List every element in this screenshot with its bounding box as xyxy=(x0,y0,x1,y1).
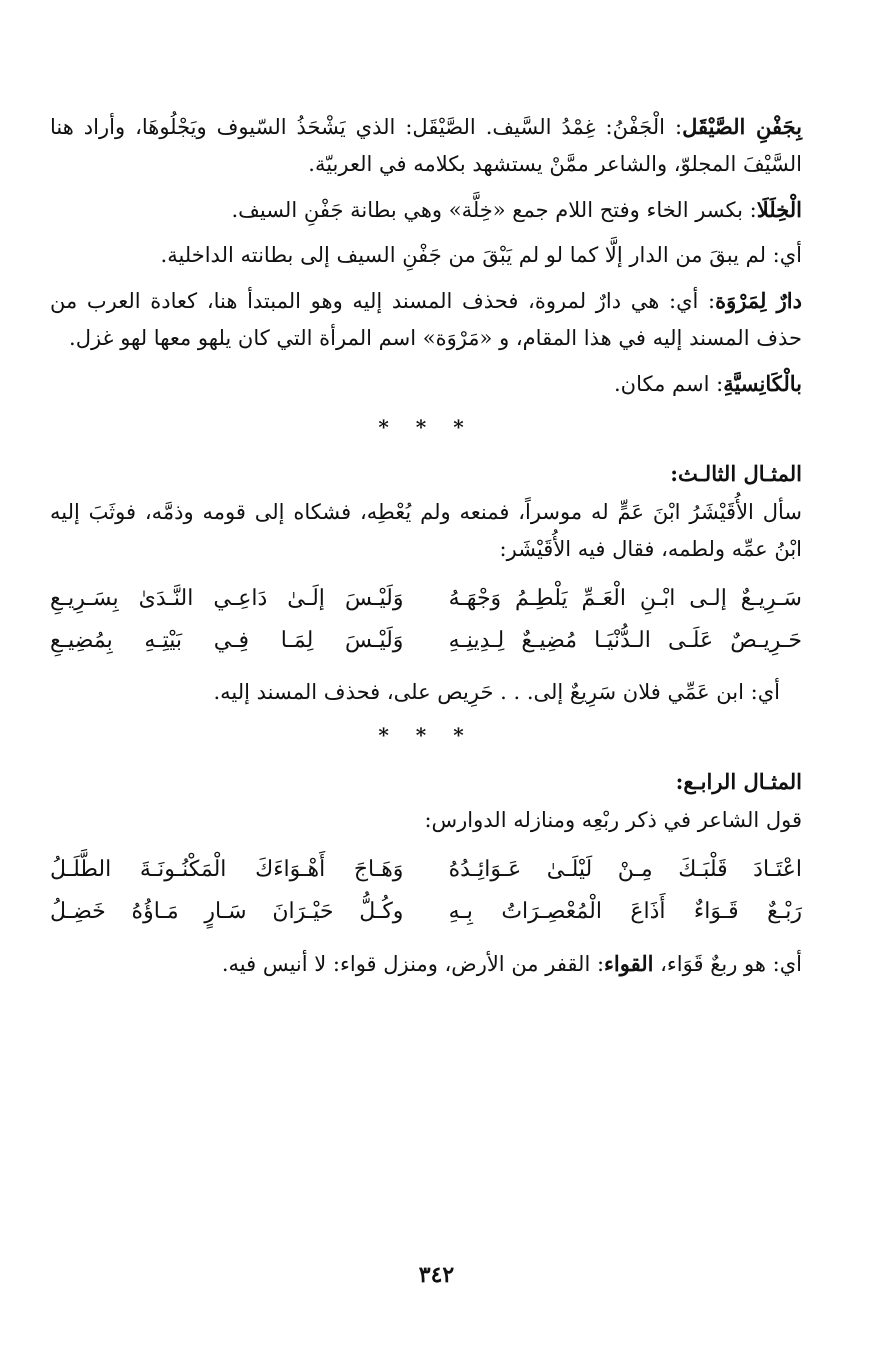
example-4-heading: المثـال الرابـع: xyxy=(675,769,802,794)
gloss-jafn xyxy=(50,108,802,183)
gloss-text: : اسم مكان. xyxy=(614,372,724,396)
verse-first-hemistich: سَـرِيـعٌ إلـى ابْـنِ الْعَـمِّ يَلْطِـمُ وَجْهَـهُ xyxy=(448,586,802,611)
example-4-note xyxy=(50,945,802,983)
verse-first-hemistich: حَـرِيـصٌ عَلَـى الـدُّنْيَـا مُضِيـعٌ لِـدِينِـهِ xyxy=(448,628,802,653)
example-3-poem xyxy=(50,578,802,662)
gloss-term: القواء xyxy=(604,951,654,976)
verse-second-hemistich: وكُـلُّ حَيْـرَانَ سَـارٍ مَـاؤُهُ خَضِـلُ xyxy=(50,899,404,924)
example-3-heading: المثـال الثالـث: xyxy=(670,461,802,486)
gloss-text: : بكسر الخاء وفتح اللام جمع «خِلَّة» وهي بطانة جَفْنِ السيف. xyxy=(231,198,757,222)
note-text: : القفر من الأرض، ومنزل قواء: لا أنيس فيه. xyxy=(221,952,605,976)
example-4-intro: قول الشاعر في ذكر ربْعِه ومنازله الدوارس: xyxy=(424,808,802,832)
verse-line xyxy=(50,578,802,620)
section-separator: * * * xyxy=(378,723,474,747)
verse-line xyxy=(50,891,802,933)
gloss-text: : الْجَفْنُ: غِمْدُ السَّيف. الصَّيْقَل: الذي يَشْحَذُ السّيوف ويَجْلُوهَا، وأراد هنا السَّيْفَ المجلوّ، والشاعر ممَّنْ يستشهد بكلامه في العربيّة. xyxy=(50,115,802,176)
page-number: ٣٤٢ xyxy=(418,1262,455,1288)
gloss-marwa xyxy=(50,282,802,357)
gloss-term: بالْكَانِسيَّةِ xyxy=(723,371,802,396)
gloss-khilal xyxy=(50,191,802,229)
gloss-term: بِجَفْنِ الصَّيْقَل xyxy=(682,114,802,139)
gloss-term: الْخِلَلَا xyxy=(756,197,802,222)
example-3-note: أي: ابن عَمِّي فلان سَرِيعٌ إلى. . . حَرِيص على، فحذف المسند إليه. xyxy=(213,680,780,704)
example-3-intro: سأل الأُقَيْشَرُ ابْنَ عَمٍّ له موسراً، فمنعه ولم يُعْطِه، فشكاه إلى قومه وذمَّه، فوثَبَ إليه ابْنُ عمِّه ولطمه، فقال فيه الأُقَيْشَر: xyxy=(50,500,802,561)
explanation-line: أي: لم يبقَ من الدار إلَّا كما لو لم يَبْقَ من جَفْنِ السيف إلى بطانته الداخلية. xyxy=(160,243,802,267)
gloss-kanisiyya xyxy=(50,365,802,403)
verse-first-hemistich: رَبْـعٌ قَـوَاءٌ أَذَاعَ الْمُعْصِـرَاتُ بِـهِ xyxy=(448,899,802,924)
example-4-poem xyxy=(50,849,802,933)
verse-second-hemistich: وَلَيْـسَ إلَـىٰ دَاعِـي النَّـدَىٰ بِسَـرِيـعِ xyxy=(50,586,404,611)
section-separator: * * * xyxy=(378,415,474,439)
note-text: أي: هو ربعٌ قَوَاء، xyxy=(660,952,802,976)
verse-second-hemistich: وَلَيْـسَ لِمَـا فِـي بَيْتِـهِ بِمُضِيـعِ xyxy=(50,628,404,653)
gloss-term: دارٌ لِمَرْوَة xyxy=(715,288,802,313)
verse-line xyxy=(50,620,802,662)
verse-first-hemistich: اعْتَـادَ قَلْبَـكَ مِـنْ لَيْلَـىٰ عَـوَائِـدُهُ xyxy=(448,857,802,882)
page-body xyxy=(50,108,802,991)
verse-second-hemistich: وَهَـاجَ أَهْـوَاءَكَ الْمَكْنُـونَـةَ الطَّلَـلُ xyxy=(50,857,404,882)
verse-line xyxy=(50,849,802,891)
gloss-text: : أي: هي دارٌ لمروة، فحذف المسند إليه وهو المبتدأ هنا، كعادة العرب من حذف المسند إليه في هذا المقام، و «مَرْوَة» اسم المرأة التي كان يلهو معها لهو غزل. xyxy=(50,289,802,350)
